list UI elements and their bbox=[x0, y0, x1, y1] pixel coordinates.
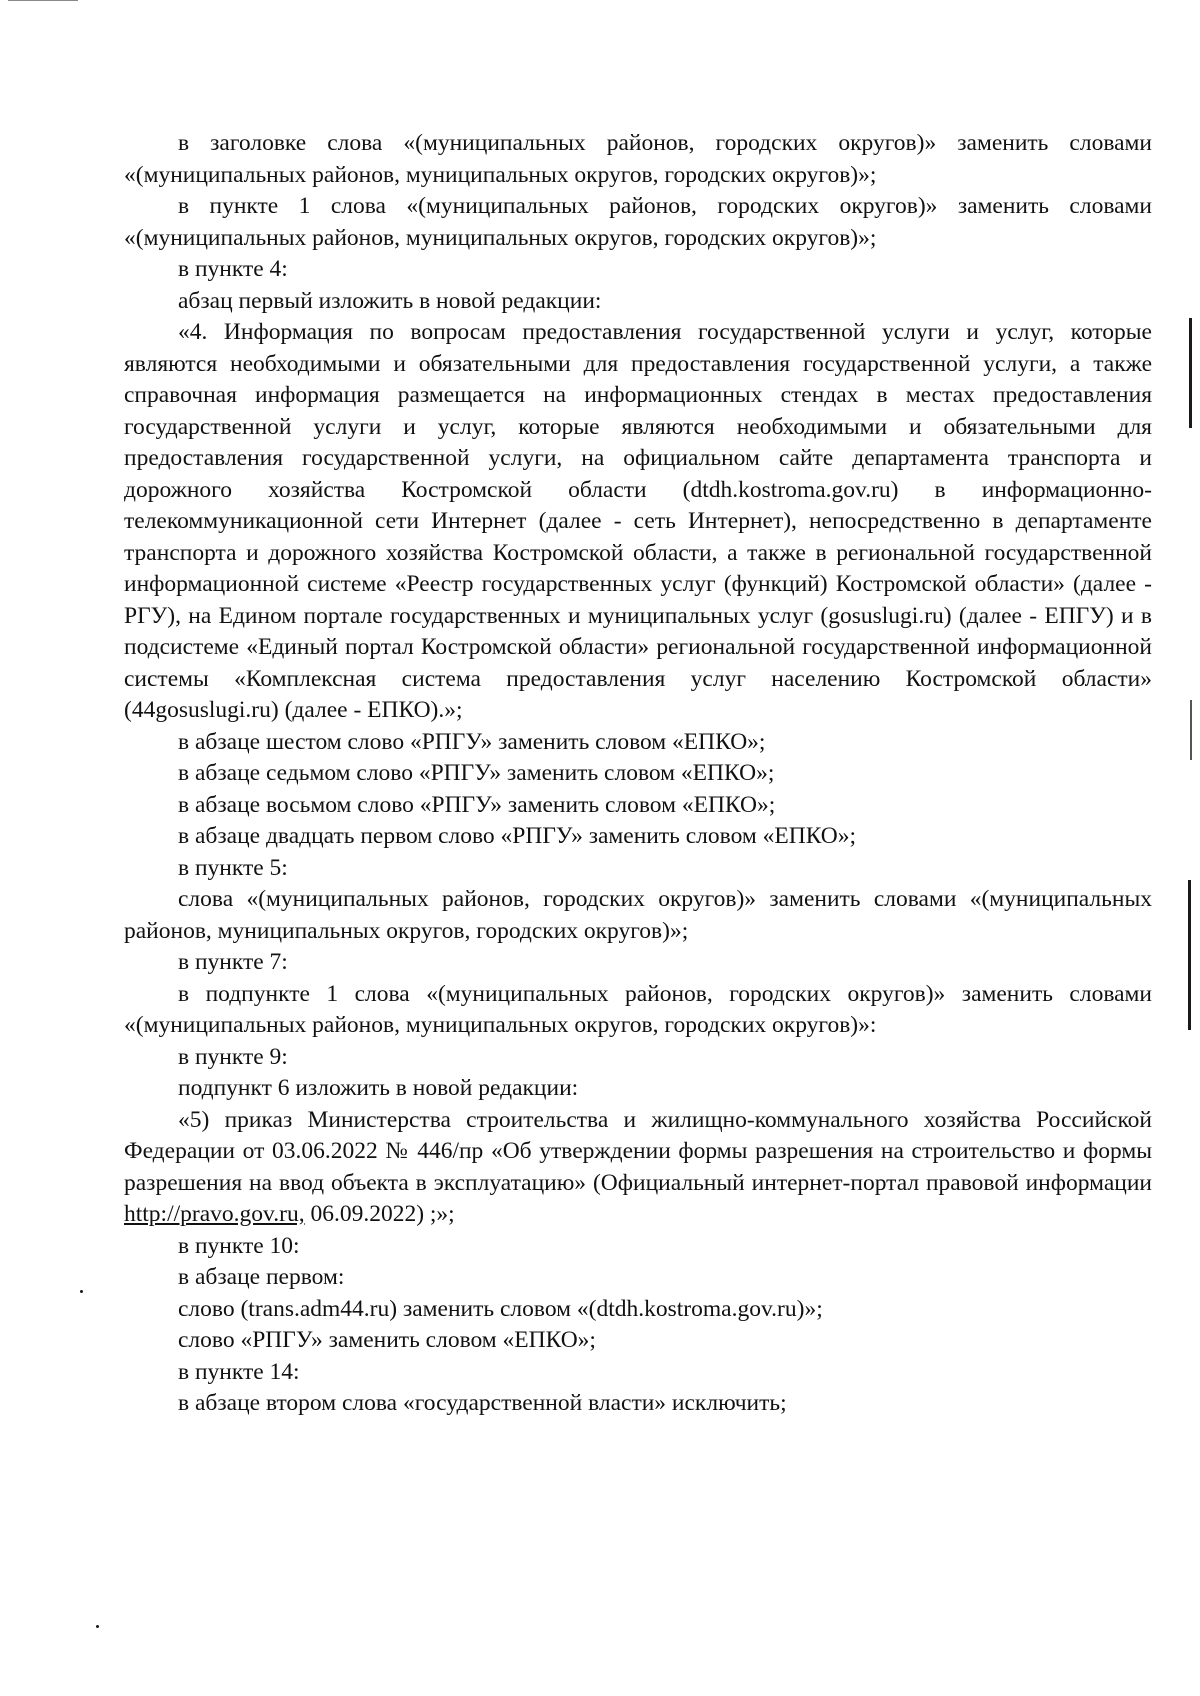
scan-artifact bbox=[8, 0, 78, 1]
paragraph-second-exclusion: в абзаце втором слова «государственной власти» исключить; bbox=[178, 1390, 787, 1416]
paragraph-sixth: в абзаце шестом слово «РПГУ» заменить словом «ЕПКО»; bbox=[178, 728, 766, 755]
scan-artifact bbox=[96, 1625, 99, 1628]
paragraph-point-1: в пункте 1 слова «(муниципальных районов, городских округов)» заменить словами «(муниципальных районов, муниципальных округов, городских округов)»; bbox=[124, 193, 1152, 251]
document-body bbox=[124, 128, 1152, 1420]
paragraph-point-4-heading: в пункте 4: bbox=[178, 256, 288, 282]
paragraph-twenty-first: в абзаце двадцать первом слово «РПГУ» заменить словом «ЕПКО»; bbox=[178, 823, 857, 849]
paragraph-point-10-heading: в пункте 10: bbox=[178, 1232, 300, 1259]
paragraph-site-replacement: слово (trans.adm44.ru) заменить словом «(dtdh.kostroma.gov.ru)»; bbox=[178, 1295, 823, 1322]
scan-artifact bbox=[1190, 700, 1192, 760]
paragraph-point-4-text: «4. Информация по вопросам предоставления государственной услуги и услуг, которые являются необходимыми и обязательными для предоставления государственной услуги, а также справочная информация размещается на информационных стендах в местах предоставления государственной услуги и услуг, которые являются необходимыми и обязательными для предоставления государственной услуги, на официальном сайте департамента транспорта и дорожного хозяйства Костромской области (dtdh.kostroma.gov.ru) в информационно-телекоммуникационной сети Интернет (далее - сеть Интернет), непосредственно в департаменте транспорта и дорожного хозяйства Костромской области, а также в региональной государственной информационной системе «Реестр государственных услуг (функций) Костромской области» (далее - РГУ), на Едином портале государственных и муниципальных услуг (gosuslugi.ru) (далее - ЕПГУ) и в подсистеме «Единый портал Костромской области» региональной государственной информационной системы «Комплексная система предоставления услуг населению Костромской области» (44gosuslugi.ru) (далее - ЕПКО).»; bbox=[124, 319, 1152, 723]
paragraph-point-9-heading: в пункте 9: bbox=[178, 1043, 288, 1070]
paragraph-subpoint-6: подпункт 6 изложить в новой редакции: bbox=[178, 1075, 579, 1101]
paragraph-point-7-heading: в пункте 7: bbox=[178, 949, 288, 975]
order-date: 06.09.2022) ;»; bbox=[304, 1201, 455, 1227]
paragraph-rpgu-replacement: слово «РПГУ» заменить словом «ЕПКО»; bbox=[178, 1327, 596, 1353]
paragraph-point-5-heading: в пункте 5: bbox=[178, 854, 288, 881]
paragraph-title-replacement: в заголовке слова «(муниципальных районов, городских округов)» заменить словами «(муниципальных районов, муниципальных округов, городских округов)»; bbox=[124, 130, 1152, 188]
scan-artifact bbox=[1189, 318, 1192, 428]
paragraph-order-reference bbox=[124, 1105, 1152, 1231]
paragraph-point-5-text: слова «(муниципальных районов, городских округов)» заменить словами «(муниципальных районов, муниципальных округов, городских округов)»; bbox=[124, 886, 1152, 944]
paragraph-point-14-heading: в пункте 14: bbox=[178, 1358, 300, 1385]
paragraph-eighth: в абзаце восьмом слово «РПГУ» заменить словом «ЕПКО»; bbox=[178, 791, 776, 818]
paragraph-first-new-edition: абзац первый изложить в новой редакции: bbox=[178, 287, 602, 314]
paragraph-point-7-text: в подпункте 1 слова «(муниципальных районов, городских округов)» заменить словами «(муниципальных районов, муниципальных округов, городских округов)»: bbox=[124, 980, 1152, 1038]
paragraph-seventh: в абзаце седьмом слово «РПГУ» заменить словом «ЕПКО»; bbox=[178, 760, 775, 786]
scan-artifact bbox=[1188, 880, 1191, 1030]
scan-artifact bbox=[80, 1290, 83, 1293]
order-text: «5) приказ Министерства строительства и жилищно-коммунального хозяйства Российской Федерации от 03.06.2022 № 446/пр «Об утверждении формы разрешения на строительство и формы разрешения на ввод объекта в эксплуатацию» (Официальный интернет-портал правовой информации bbox=[124, 1106, 1152, 1196]
paragraph-first-heading: в абзаце первом: bbox=[178, 1264, 345, 1290]
pravo-link[interactable]: http://pravo.gov.ru, bbox=[124, 1201, 305, 1227]
